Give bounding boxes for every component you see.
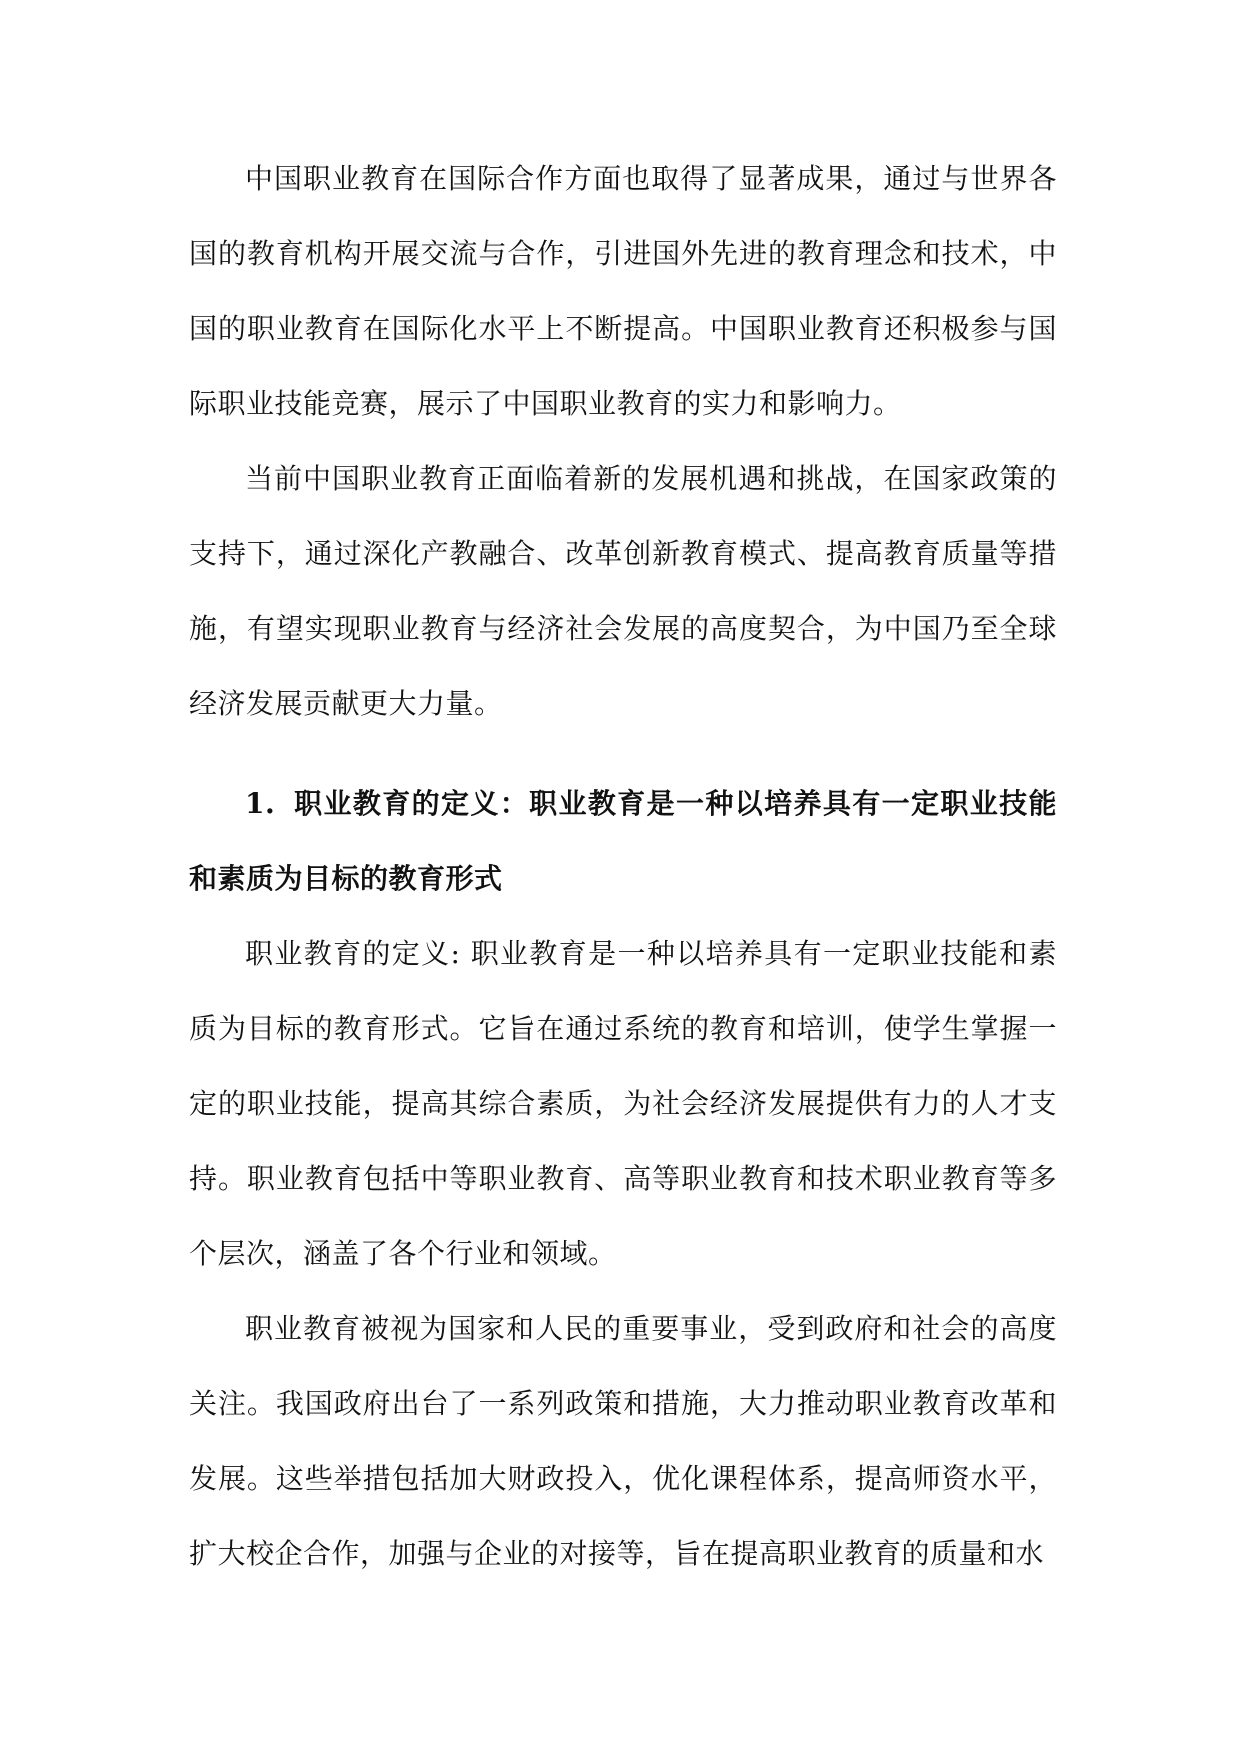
paragraph-international-cooperation: 中国职业教育在国际合作方面也取得了显著成果，通过与世界各国的教育机构开展交流与合作，引进国外先进的教育理念和技术，中国的职业教育在国际化水平上不断提高。中国职业教育还积极参与国际职业技能竞赛，展示了中国职业教育的实力和影响力。 xyxy=(189,162,1057,420)
paragraph-current-opportunities: 当前中国职业教育正面临着新的发展机遇和挑战，在国家政策的支持下，通过深化产教融合、改革创新教育模式、提高教育质量等措施，有望实现职业教育与经济社会发展的高度契合，为中国乃至全球经济发展贡献更大力量。 xyxy=(189,462,1057,720)
paragraph-definition: 职业教育的定义: 职业教育是一种以培养具有一定职业技能和素质为目标的教育形式。它旨在通过系统的教育和培训，使学生掌握一定的职业技能，提高其综合素质，为社会经济发展提供有力的人才支持。职业教育包括中等职业教育、高等职业教育和技术职业教育等多个层次，涵盖了各个行业和领域。 xyxy=(189,937,1057,1270)
document-page xyxy=(189,141,1057,1591)
section-heading-number: 1. xyxy=(245,787,276,820)
paragraph-government-support: 职业教育被视为国家和人民的重要事业，受到政府和社会的高度关注。我国政府出台了一系列政策和措施，大力推动职业教育改革和发展。这些举措包括加大财政投入，优化课程体系，提高师资水平，扩大校企合作，加强与企业的对接等，旨在提高职业教育的质量和水 xyxy=(189,1312,1057,1570)
section-heading-text: 职业教育的定义：职业教育是一种以培养具有一定职业技能和素质为目标的教育形式 xyxy=(189,787,1057,895)
section-heading xyxy=(189,766,1057,916)
